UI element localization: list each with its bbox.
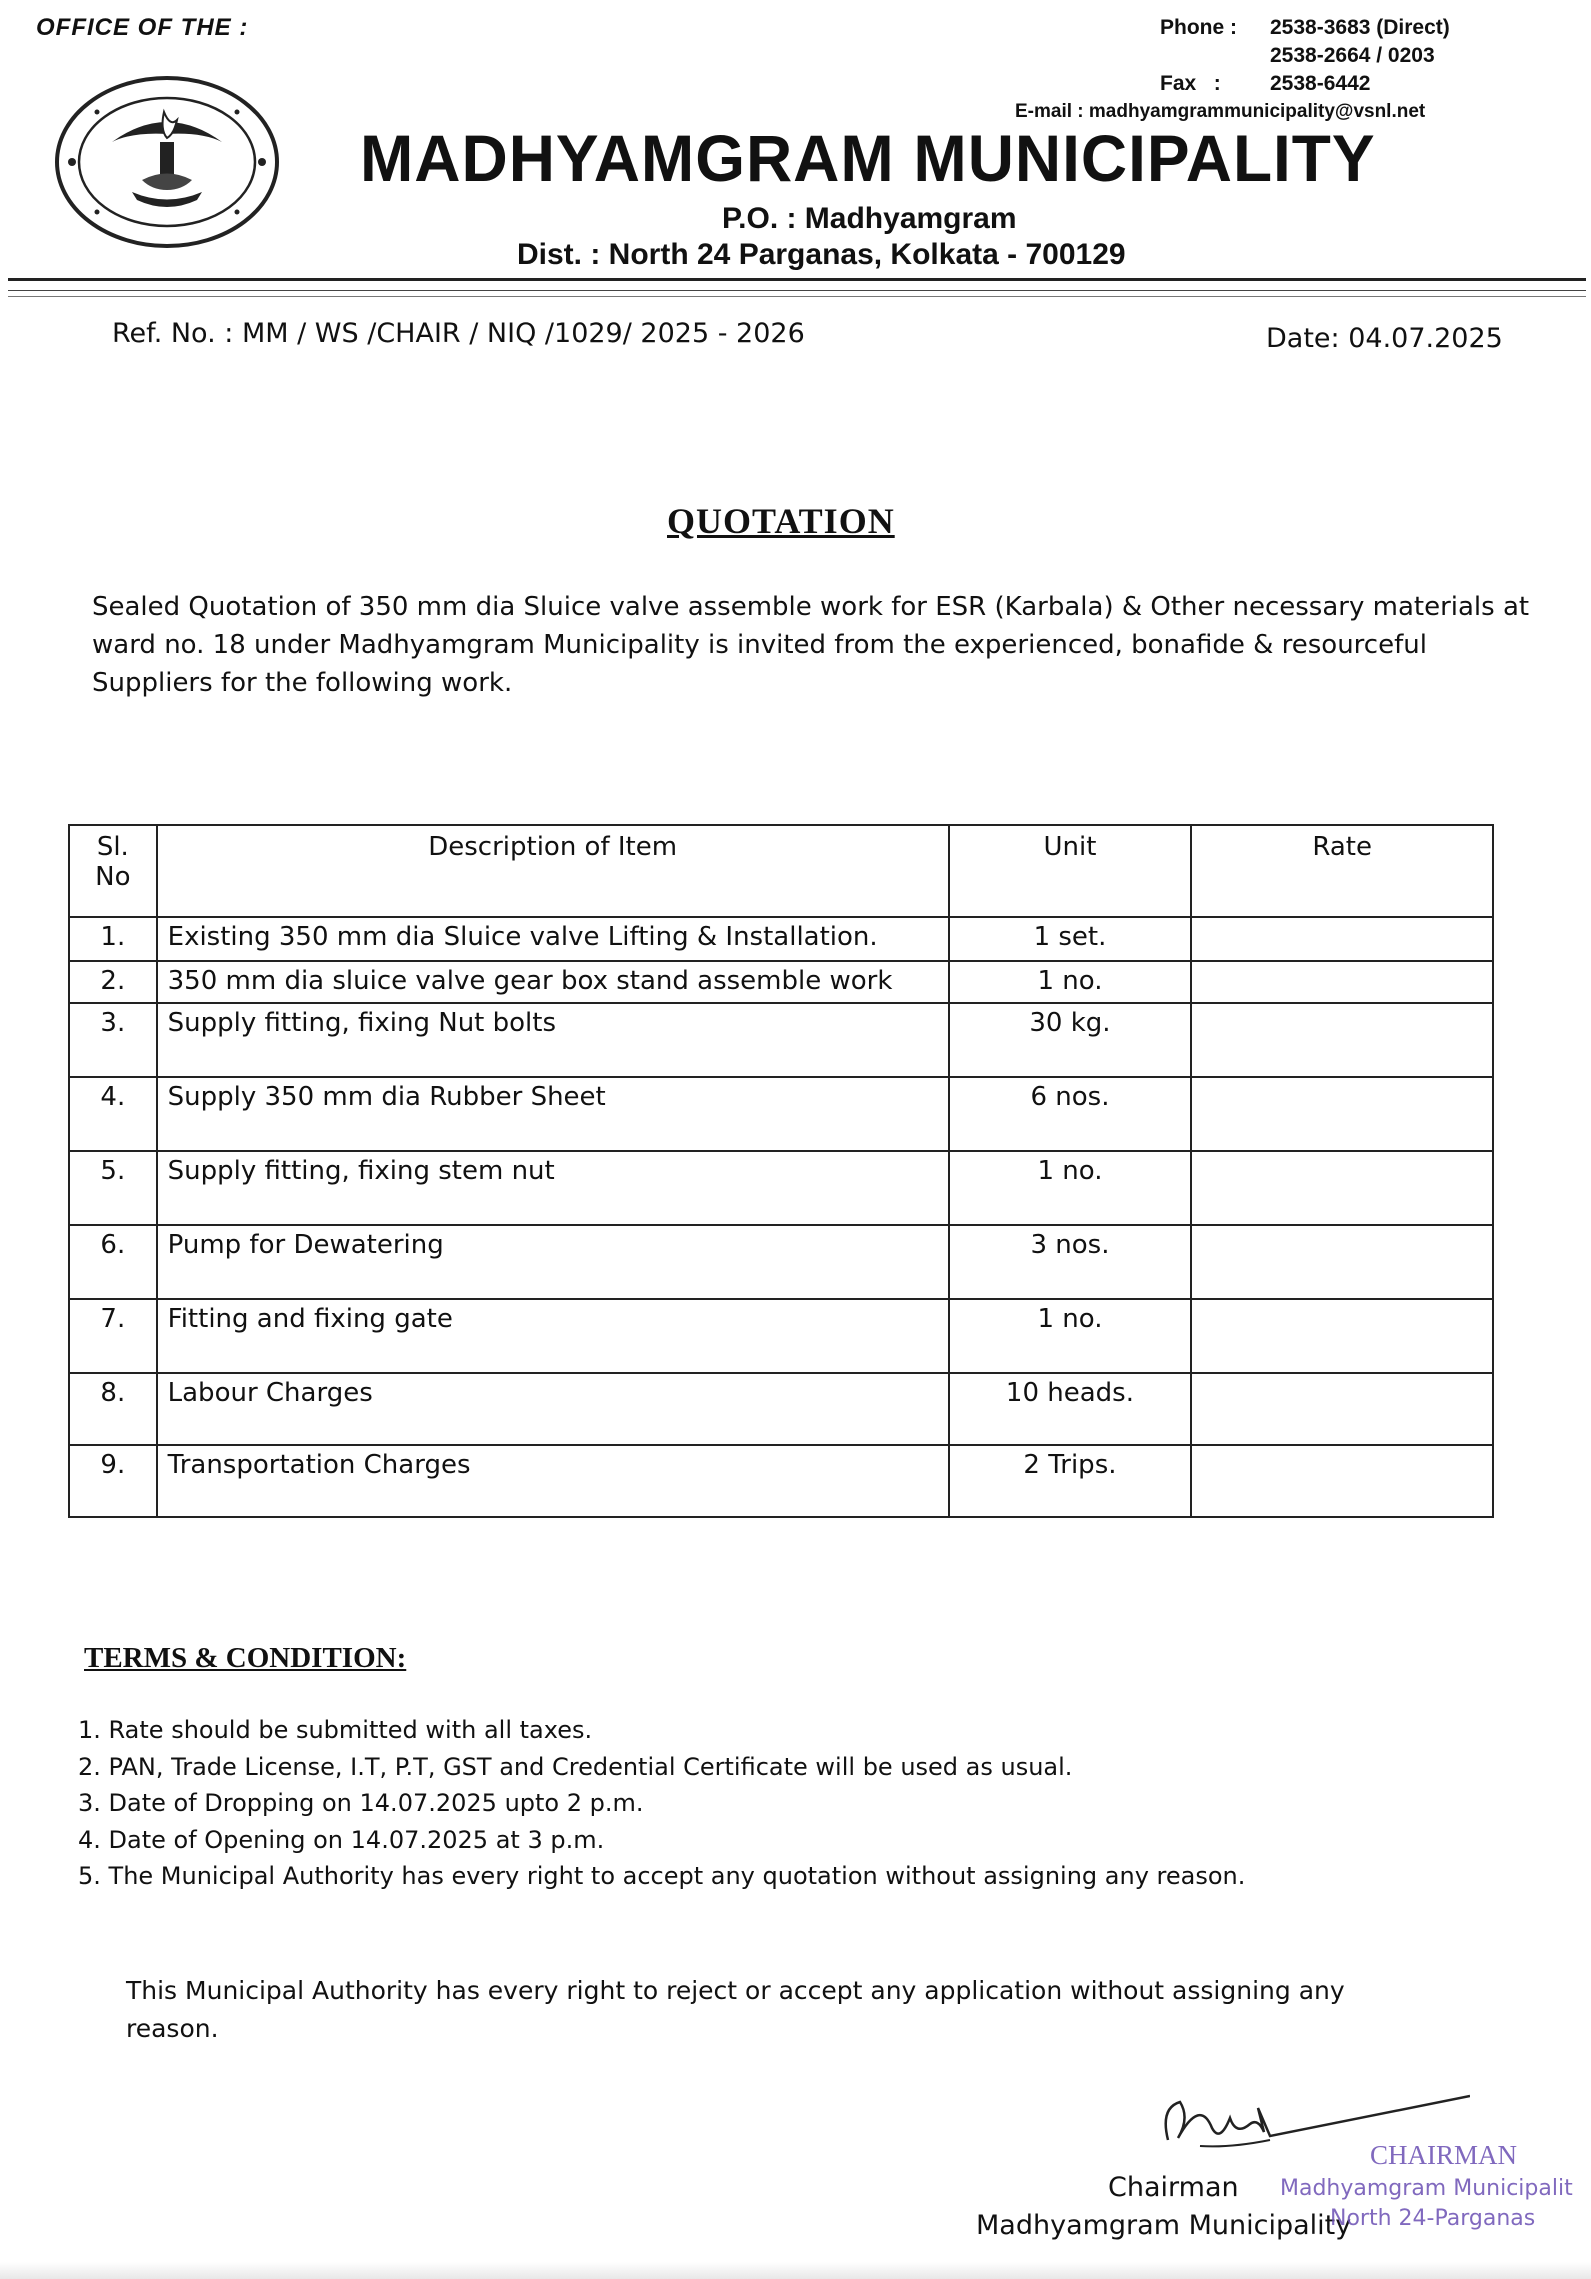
header-description: Description of Item (157, 825, 949, 917)
document-title: QUOTATION (667, 501, 895, 541)
table-row (69, 1151, 1493, 1225)
row-description: Fitting and fixing gate (157, 1299, 949, 1373)
row-unit: 1 set. (949, 917, 1192, 961)
row-unit: 1 no. (949, 961, 1192, 1003)
document-date: Date: 04.07.2025 (1266, 323, 1503, 354)
closing-note: This Municipal Authority has every right to reject or accept any application without assigning any reason. (126, 1976, 1345, 2043)
table-row (69, 1225, 1493, 1299)
row-description: Supply 350 mm dia Rubber Sheet (157, 1077, 949, 1151)
municipality-name: MADHYAMGRAM MUNICIPALITY (360, 121, 1376, 195)
row-unit: 30 kg. (949, 1003, 1192, 1077)
header-divider (8, 278, 1586, 281)
list-item: 1. Rate should be submitted with all taxes. (78, 1716, 593, 1744)
reference-number: Ref. No. : MM / WS /CHAIR / NIQ /1029/ 2025 - 2026 (112, 318, 805, 349)
intro-paragraph: Sealed Quotation of 350 mm dia Sluice valve assemble work for ESR (Karbala) & Other necessary materials at ward no. 18 under Madhyamgram Municipality is invited from the experienced, bonafide & resourceful Suppliers for the following work. (92, 592, 1530, 698)
terms-list (78, 1712, 1245, 1895)
row-sl: 8. (69, 1373, 157, 1445)
row-sl: 2. (69, 961, 157, 1003)
fax-label: Fax : (1160, 72, 1221, 95)
row-description: 350 mm dia sluice valve gear box stand assemble work (157, 961, 949, 1003)
row-unit: 6 nos. (949, 1077, 1192, 1151)
fax-value: 2538-6442 (1270, 72, 1371, 95)
scan-edge (0, 2262, 1591, 2279)
table-row (69, 1299, 1493, 1373)
row-rate (1191, 1225, 1493, 1299)
stamp-line-3: North 24-Parganas (1330, 2206, 1536, 2231)
list-item: 4. Date of Opening on 14.07.2025 at 3 p.m. (78, 1825, 605, 1854)
stamp-line-2: Madhyamgram Municipalit (1280, 2176, 1573, 2201)
signatory-role: Chairman (1108, 2172, 1239, 2203)
row-unit: 10 heads. (949, 1373, 1192, 1445)
table-row (69, 1373, 1493, 1445)
row-unit: 1 no. (949, 1151, 1192, 1225)
row-sl: 6. (69, 1225, 157, 1299)
email-line: E-mail : madhyamgrammunicipality@vsnl.net (1015, 101, 1426, 122)
table-row (69, 1003, 1493, 1077)
post-office-line: P.O. : Madhyamgram (722, 202, 1017, 235)
row-sl: 1. (69, 917, 157, 961)
stamp-line-1: CHAIRMAN (1370, 2140, 1518, 2170)
row-rate (1191, 1299, 1493, 1373)
row-unit: 2 Trips. (949, 1445, 1192, 1517)
office-label: OFFICE OF THE : (36, 14, 249, 41)
signatory-organization: Madhyamgram Municipality (976, 2210, 1352, 2241)
terms-heading: TERMS & CONDITION: (84, 1642, 407, 1674)
table-header-row (69, 825, 1493, 917)
list-item: 5. The Municipal Authority has every right to accept any quotation without assigning any reason. (78, 1862, 1246, 1890)
row-rate (1191, 1373, 1493, 1445)
row-rate (1191, 1077, 1493, 1151)
row-description: Transportation Charges (157, 1445, 949, 1517)
row-rate (1191, 1003, 1493, 1077)
table-row (69, 961, 1493, 1003)
header-unit: Unit (949, 825, 1192, 917)
header-rate: Rate (1191, 825, 1493, 917)
row-rate (1191, 1151, 1493, 1225)
row-sl: 5. (69, 1151, 157, 1225)
list-item: 3. Date of Dropping on 14.07.2025 upto 2 p.m. (78, 1789, 644, 1817)
row-description: Existing 350 mm dia Sluice valve Lifting & Installation. (157, 917, 949, 961)
phone-line-2: 2538-2664 / 0203 (1270, 44, 1435, 67)
row-sl: 3. (69, 1003, 157, 1077)
phone-label: Phone : (1160, 16, 1237, 39)
municipal-seal-icon (52, 72, 282, 252)
row-unit: 1 no. (949, 1299, 1192, 1373)
header-divider-2 (8, 290, 1586, 291)
items-table (68, 824, 1494, 1518)
table-row (69, 917, 1493, 961)
row-rate (1191, 961, 1493, 1003)
district-line: Dist. : North 24 Parganas, Kolkata - 700129 (517, 238, 1126, 271)
row-sl: 7. (69, 1299, 157, 1373)
table-row (69, 1445, 1493, 1517)
table-row (69, 1077, 1493, 1151)
phone-line-1: 2538-3683 (Direct) (1270, 16, 1450, 39)
row-unit: 3 nos. (949, 1225, 1192, 1299)
header-divider-3 (8, 296, 1586, 297)
header-sl-no: Sl. No (69, 825, 157, 917)
contact-block (1015, 14, 1450, 122)
list-item: 2. PAN, Trade License, I.T, P.T, GST and Credential Certificate will be used as usual. (78, 1752, 1073, 1781)
row-rate (1191, 917, 1493, 961)
row-sl: 4. (69, 1077, 157, 1151)
row-description: Pump for Dewatering (157, 1225, 949, 1299)
row-description: Supply fitting, fixing stem nut (157, 1151, 949, 1225)
row-description: Labour Charges (157, 1373, 949, 1445)
row-rate (1191, 1445, 1493, 1517)
row-sl: 9. (69, 1445, 157, 1517)
row-description: Supply fitting, fixing Nut bolts (157, 1003, 949, 1077)
